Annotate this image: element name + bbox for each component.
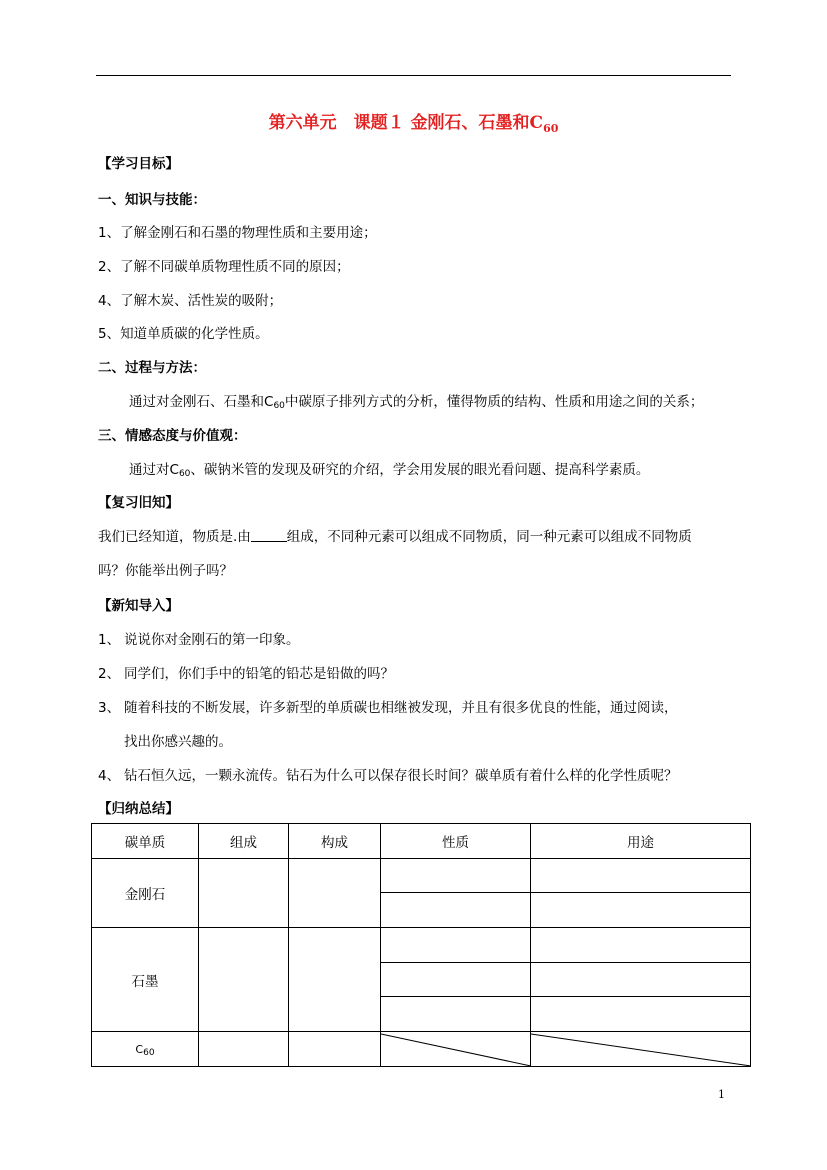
review-line: 我们已经知道，物质是.由 组成，不同种元素可以组成不同物质，同一种元素可以组成不同物质 [98,529,692,545]
table-cell-name: 金刚石 [92,859,199,928]
table-row [92,859,751,893]
table-cell [289,859,381,928]
table-cell [531,859,751,893]
table-cell [381,928,531,963]
table-cell [531,928,751,963]
knowledge-item: 2、了解不同碳单质物理性质不同的原因； [98,259,350,275]
table-cell [289,928,381,1032]
summary-table [91,823,751,1067]
table-cell [531,893,751,928]
table-header-row [92,824,751,859]
table-header-cell: 性质 [381,824,531,859]
knowledge-heading: 一、知识与技能： [98,192,206,208]
table-cell [199,928,289,1032]
table-cell [199,1032,289,1067]
table-cell [199,859,289,928]
page-title: 第六单元 课题１ 金刚石、石墨和$C_{60}$ [268,113,559,135]
table-cell-name: C60 [92,1032,199,1067]
knowledge-item: 1、了解金刚石和石墨的物理性质和主要用途； [98,225,377,241]
table-cell [381,997,531,1032]
section-goals: 【学习目标】 [98,156,179,172]
table-header-cell: 碳单质 [92,824,199,859]
diagonal-line [381,1032,531,1067]
knowledge-item: 4、了解木炭、活性炭的吸附； [98,293,283,309]
knowledge-item: 5、知道单质碳的化学性质。 [98,326,269,342]
section-summary: 【归纳总结】 [98,801,179,817]
fill-blank [251,529,287,542]
process-heading: 二、过程与方法： [98,360,206,376]
section-new: 【新知导入】 [98,598,179,614]
table-cell-name: 石墨 [92,928,199,1032]
table-cell-crossed [531,1032,751,1067]
header-rule [96,75,731,76]
table-cell-crossed [381,1032,531,1067]
section-review: 【复习旧知】 [98,495,179,511]
table-cell [531,963,751,997]
table-cell [381,963,531,997]
table-header-cell: 用途 [531,824,751,859]
list-item: 3、 随着科技的不断发展，许多新型的单质碳也相继被发现，并且有很多优良的性能，通过阅读， [98,700,678,716]
emotion-text: 通过对C60、碳钠米管的发现及研究的介绍，学会用发展的眼光看问题、提高科学素质。 [129,462,650,479]
diagonal-line [531,1032,751,1067]
process-text: 通过对金刚石、石墨和C60中碳原子排列方式的分析，懂得物质的结构、性质和用途之间的关系； [129,394,704,411]
table-header-cell: 构成 [289,824,381,859]
emotion-heading: 三、情感态度与价值观： [98,428,247,444]
review-line: 吗？你能举出例子吗？ [98,563,233,579]
table-cell [531,997,751,1032]
list-item: 4、 钻石恒久远，一颗永流传。钻石为什么可以保存很长时间？碳单质有着什么样的化学性质呢？ [98,768,678,784]
list-item: 2、 同学们，你们手中的铅笔的铅芯是铅做的吗？ [98,666,394,682]
page-number: 1 [718,1088,725,1101]
list-item: 1、 说说你对金刚石的第一印象。 [98,632,300,648]
table-row [92,928,751,963]
list-item: 找出你感兴趣的。 [124,734,232,750]
table-header-cell: 组成 [199,824,289,859]
table-row [92,1032,751,1067]
table-cell [289,1032,381,1067]
table-cell [381,859,531,893]
table-cell [381,893,531,928]
